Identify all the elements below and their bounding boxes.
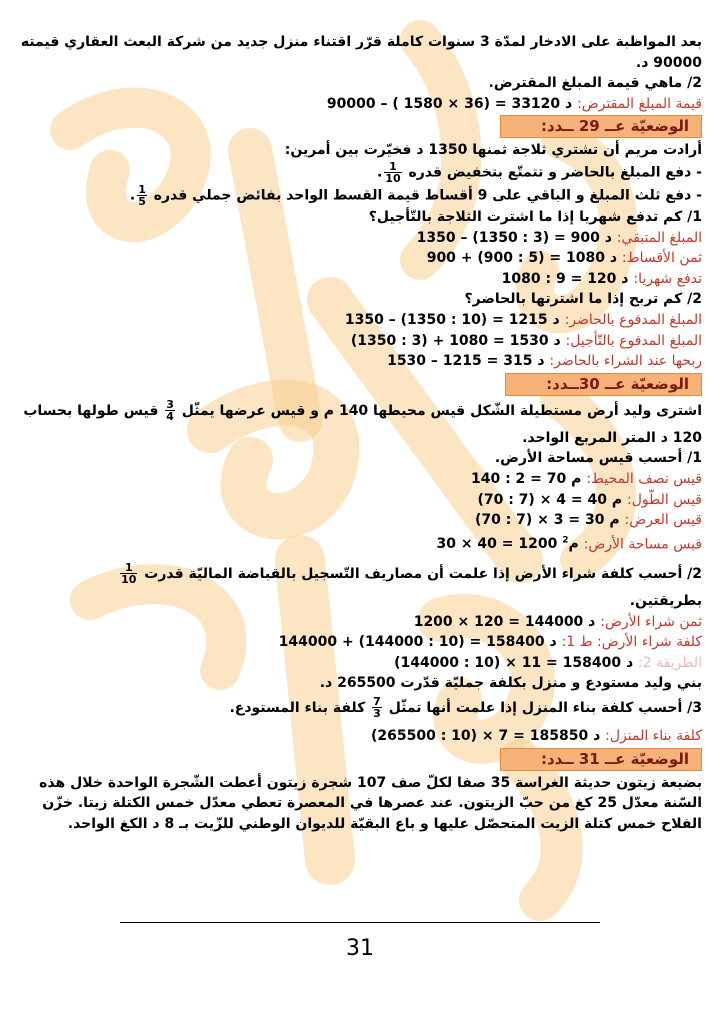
answer-label: المبلغ المدفوع بالتّأجيل: bbox=[565, 332, 702, 349]
question-3 bbox=[28, 694, 702, 722]
answer-line bbox=[28, 726, 702, 747]
fraction bbox=[384, 161, 401, 184]
option-text: - دفع ثلث المبلغ و الباقي على 9 أقساط قيمة القسط الواحد بفائض جملي قدره bbox=[153, 187, 702, 204]
numerator: 1 bbox=[120, 562, 137, 574]
answer-equation: (144000 : 10) × 11 = 158400 د bbox=[394, 654, 634, 671]
question-2: 2/ كم تربح إذا ما اشترتها بالحاضر؟ bbox=[464, 291, 702, 308]
problem-text-part: قيس طولها بحساب bbox=[23, 402, 159, 419]
answer-label: ثمن شراء الأرض: bbox=[600, 613, 702, 630]
question-2 bbox=[28, 559, 702, 589]
answer-line bbox=[28, 269, 702, 290]
answer-label: كلفة شراء الأرض: ط 1: bbox=[561, 634, 702, 651]
equation-text: 30 × 40 = 1200 م bbox=[436, 536, 579, 553]
answer-equation: 1350 – (1350 : 3) = 900 د bbox=[416, 229, 612, 246]
fraction bbox=[137, 184, 147, 207]
answer-line bbox=[28, 490, 702, 511]
answer-label: قيس العرض: bbox=[624, 512, 702, 529]
answer-label: تدفع شهريا: bbox=[633, 270, 702, 287]
problem-text: بضيعة زيتون حديثة الغراسة 35 صفا لكلّ صف 107 شجرة زيتون أعطت الشّجرة الواحدة خلال هذه bbox=[39, 774, 702, 791]
section-header-29 bbox=[28, 115, 702, 138]
answer-line bbox=[28, 612, 702, 633]
answer-equation: (1350 : 3) + 1080 = 1530 د bbox=[350, 332, 561, 349]
section-title: الوضعيّة عــ 31 ــدد: bbox=[500, 748, 702, 771]
denominator: 5 bbox=[138, 194, 146, 208]
question-1: 1/ أحسب قيس مساحة الأرض. bbox=[494, 450, 702, 467]
answer-equation: (265500 : 10) × 7 = 185850 د bbox=[370, 727, 601, 744]
fraction bbox=[372, 696, 382, 719]
answer-equation: 1200 × 120 = 144000 د bbox=[413, 613, 596, 630]
answer-label: المبلغ المتبقي: bbox=[616, 229, 702, 246]
answer-label: كلفة بناء المنزل: bbox=[605, 727, 702, 744]
answer-equation: 1530 – 1215 = 315 د bbox=[387, 353, 545, 370]
problem-text: الفلاح خمس كتلة الزيت المتحصّل عليها و باع البقيّة للديوان الوطني للزّيت بـ 8 د الكغ الواحد. bbox=[67, 815, 702, 832]
numerator: 1 bbox=[384, 161, 401, 173]
answer-label: ثمن الأقساط: bbox=[621, 250, 702, 267]
problem-text: بني وليد مستودع و منزل بكلفة جمليّة قدّرت 265500 د. bbox=[319, 675, 702, 692]
answer-label: قيس مساحة الأرض: bbox=[583, 536, 702, 553]
question-1: 1/ كم تدفع شهريا إذا ما اشترت الثلاجة بالتّأجيل؟ bbox=[368, 208, 702, 225]
answer-equation: 900 + (900 : 5) = 1080 د bbox=[426, 250, 618, 267]
answer-line bbox=[28, 531, 702, 555]
question-loan: 2/ ماهي قيمة المبلغ المقترض. bbox=[488, 75, 702, 92]
section-header-30 bbox=[28, 373, 702, 396]
answer-label: قيمة المبلغ المقترض: bbox=[577, 95, 702, 112]
answer-label: قيس نصف المحيط: bbox=[586, 470, 702, 487]
denominator: 10 bbox=[121, 573, 137, 587]
option-2: - دفع ثلث المبلغ و الباقي على 9 أقساط قيمة القسط الواحد بفائض جملي قدره $\frac{1}{5}$ . bbox=[129, 182, 702, 208]
question-text: 2/ أحسب كلفة شراء الأرض إذا علمت أن مصاريف التّسجيل بالقباضة الماليّة قدرت bbox=[144, 565, 702, 582]
question-text: كلفة بناء المستودع. bbox=[229, 699, 366, 716]
answer-equation: (70 : 7) × 3 = 30 م bbox=[474, 512, 620, 529]
question-text: 3/ أحسب كلفة بناء المنزل إذا علمت أنها تمثّل bbox=[388, 699, 702, 716]
fraction bbox=[165, 399, 175, 422]
answer-equation: 90000 – ( 1580 × 36) = 33120 د bbox=[326, 95, 573, 112]
problem-text: أرادت مريم أن تشتري ثلاجة ثمنها 1350 د فخيّرت بين أمرين: bbox=[284, 142, 702, 159]
answer-label: المبلغ المدفوع بالحاضر: bbox=[564, 311, 702, 328]
answer-label: قيس الطّول: bbox=[627, 491, 702, 508]
intro-text: بعد المواظبة على الادخار لمدّة 3 سنوات كاملة قرّر اقتناء منزل جديد من شركة البعث العقاري قيمته bbox=[20, 34, 702, 50]
answer-line bbox=[28, 510, 702, 531]
answer-line bbox=[28, 351, 702, 372]
answer-loan bbox=[28, 94, 702, 115]
section-title: الوضعيّة عــ 29 ــدد: bbox=[500, 115, 702, 138]
problem-text: السّنة معدّل 25 كغ من حبّ الزيتون. عند عصرها في المعصرة تعطي معدّل خمس الكتلة زيتا. خزّن bbox=[42, 795, 702, 812]
answer-line bbox=[28, 653, 702, 674]
answer-line bbox=[28, 469, 702, 490]
intro-text-cont: 90000 د. bbox=[635, 54, 702, 71]
answer-equation bbox=[436, 536, 578, 552]
page-content bbox=[20, 32, 702, 834]
problem-text-cont: 120 د المتر المربع الواحد. bbox=[522, 429, 702, 446]
numerator: 3 bbox=[166, 398, 174, 412]
fraction bbox=[120, 562, 137, 585]
exponent: 2 bbox=[562, 535, 569, 546]
answer-equation: 1080 : 9 = 120 د bbox=[501, 270, 629, 287]
answer-equation: (70 : 7) × 4 = 40 م bbox=[477, 491, 623, 508]
option-1: - دفع المبلغ بالحاضر و تتمتّع بتخفيض قدره $\frac{1}{10}$ . bbox=[376, 159, 702, 185]
question-2-cont: بطريقتين. bbox=[629, 592, 702, 609]
answer-line bbox=[28, 228, 702, 249]
answer-label: ربحها عند الشراء بالحاضر: bbox=[549, 353, 702, 370]
answer-equation: 1350 – (1350 : 10) = 1215 د bbox=[344, 311, 560, 328]
answer-line bbox=[28, 310, 702, 331]
answer-equation: 144000 + (144000 : 10) = 158400 د bbox=[278, 634, 557, 651]
numerator: 1 bbox=[138, 182, 146, 196]
footer-divider bbox=[120, 922, 600, 923]
problem-text-part: اشترى وليد أرض مستطيلة الشّكل قيس محيطها 140 م و قيس عرضها يمثّل bbox=[181, 402, 702, 419]
page-number: 31 bbox=[346, 936, 374, 961]
answer-equation: 140 : 2 = 70 م bbox=[470, 470, 582, 487]
answer-label: الطريقة 2: bbox=[638, 654, 702, 671]
section-title: الوضعيّة عــ 30ــدد: bbox=[505, 373, 702, 396]
numerator: 7 bbox=[373, 695, 381, 709]
denominator: 4 bbox=[166, 410, 174, 424]
answer-line bbox=[28, 248, 702, 269]
option-text: - دفع المبلغ بالحاضر و تتمتّع بتخفيض قدره bbox=[408, 164, 702, 181]
problem-text bbox=[23, 398, 702, 424]
section-header-31 bbox=[28, 748, 702, 771]
denominator: 3 bbox=[373, 707, 381, 721]
answer-line bbox=[28, 331, 702, 352]
denominator: 10 bbox=[385, 171, 401, 185]
answer-line bbox=[28, 632, 702, 653]
